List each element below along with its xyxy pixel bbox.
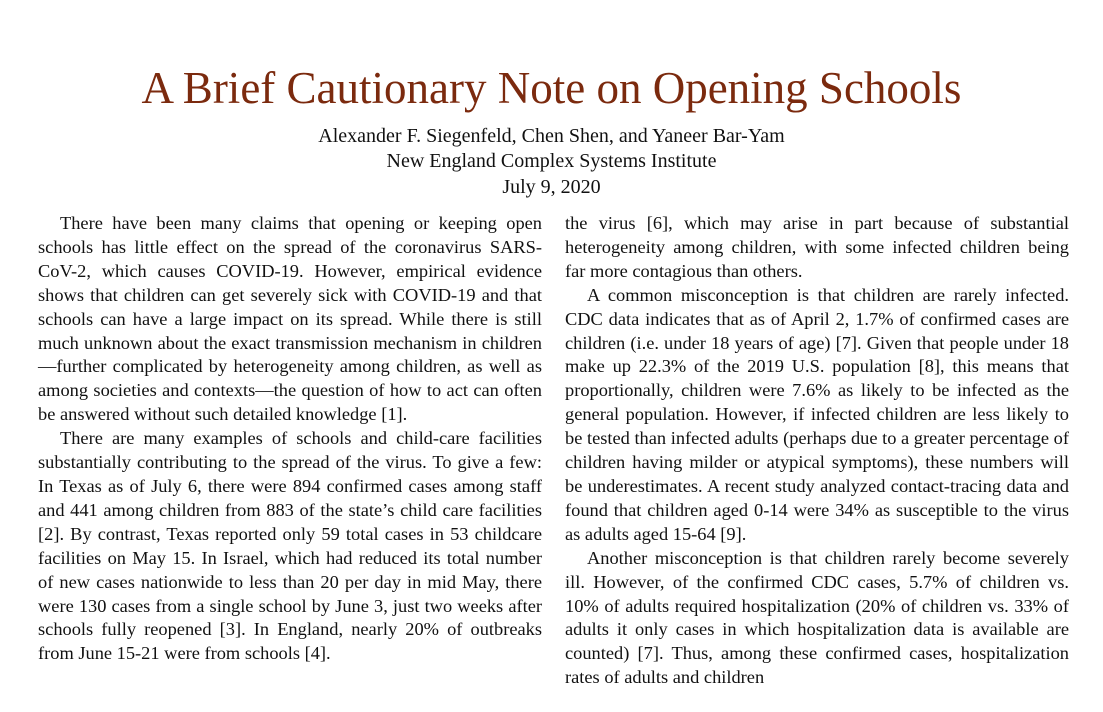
paragraph: Another misconception is that children rarely become severely ill. However, of the confirmed CDC cases, 5.7% of children vs. 10% of adults required hospitalization (20% of children vs. 33% of adults it only cases in which hospitalization data is available are counted) [7]. Thus, among these confirmed cases, hospitalization rates of adults and children (565, 547, 1069, 688)
paragraph: There have been many claims that opening or keeping open schools has little effect on the spread of the coronavirus SARS-CoV-2, which causes COVID-19. However, empirical evidence shows that children can get severely sick with COVID-19 and that schools can have a large impact on its spread. While there is still much unknown about the exact transmission mechanism in children—further complicated by heterogeneity among children, as well as among societies and contexts—the question of how to act can often be answered without such detailed knowledge [1]. (38, 213, 542, 425)
right-column (565, 212, 1069, 690)
paragraph: A common misconception is that children are rarely infected. CDC data indicates that as of April 2, 1.7% of confirmed cases are children (i.e. under 18 years of age) [7]. Given that people under 18 make up 22.3% of the 2019 U.S. population [8], this means that proportionally, children were 7.6% as likely to be infected as the general population. However, if infected children are less likely to be tested than infected adults (perhaps due to a greater percentage of children having milder or atypical symptoms), these numbers will be underestimates. A recent study analyzed contact-tracing data and found that children aged 0-14 were 34% as susceptible to the virus as adults aged 15-64 [9]. (565, 284, 1069, 544)
paper-title: A Brief Cautionary Note on Opening Schools (141, 63, 962, 113)
paragraph: There are many examples of schools and child-care facilities substantially contributing to the spread of the virus. To give a few: In Texas as of July 6, there were 894 confirmed cases among staff and 441 among children from 883 of the state’s child care facilities [2]. By contrast, Texas reported only 59 total cases in 53 childcare facilities on May 15. In Israel, which had reduced its total number of new cases nationwide to less than 20 per day in mid May, there were 130 cases from a single school by June 3, just two weeks after schools fully reopened [3]. In England, nearly 20% of outbreaks from June 15-21 were from schools [4]. (38, 428, 542, 664)
paper-institution: New England Complex Systems Institute (386, 150, 717, 172)
paper-authors: Alexander F. Siegenfeld, Chen Shen, and Yaneer Bar-Yam (318, 125, 785, 147)
paper-date: July 9, 2020 (502, 176, 601, 198)
paragraph: the virus [6], which may arise in part because of substantial heterogeneity among children, with some infected children being far more contagious than others. (565, 213, 1069, 281)
left-column (38, 212, 542, 666)
